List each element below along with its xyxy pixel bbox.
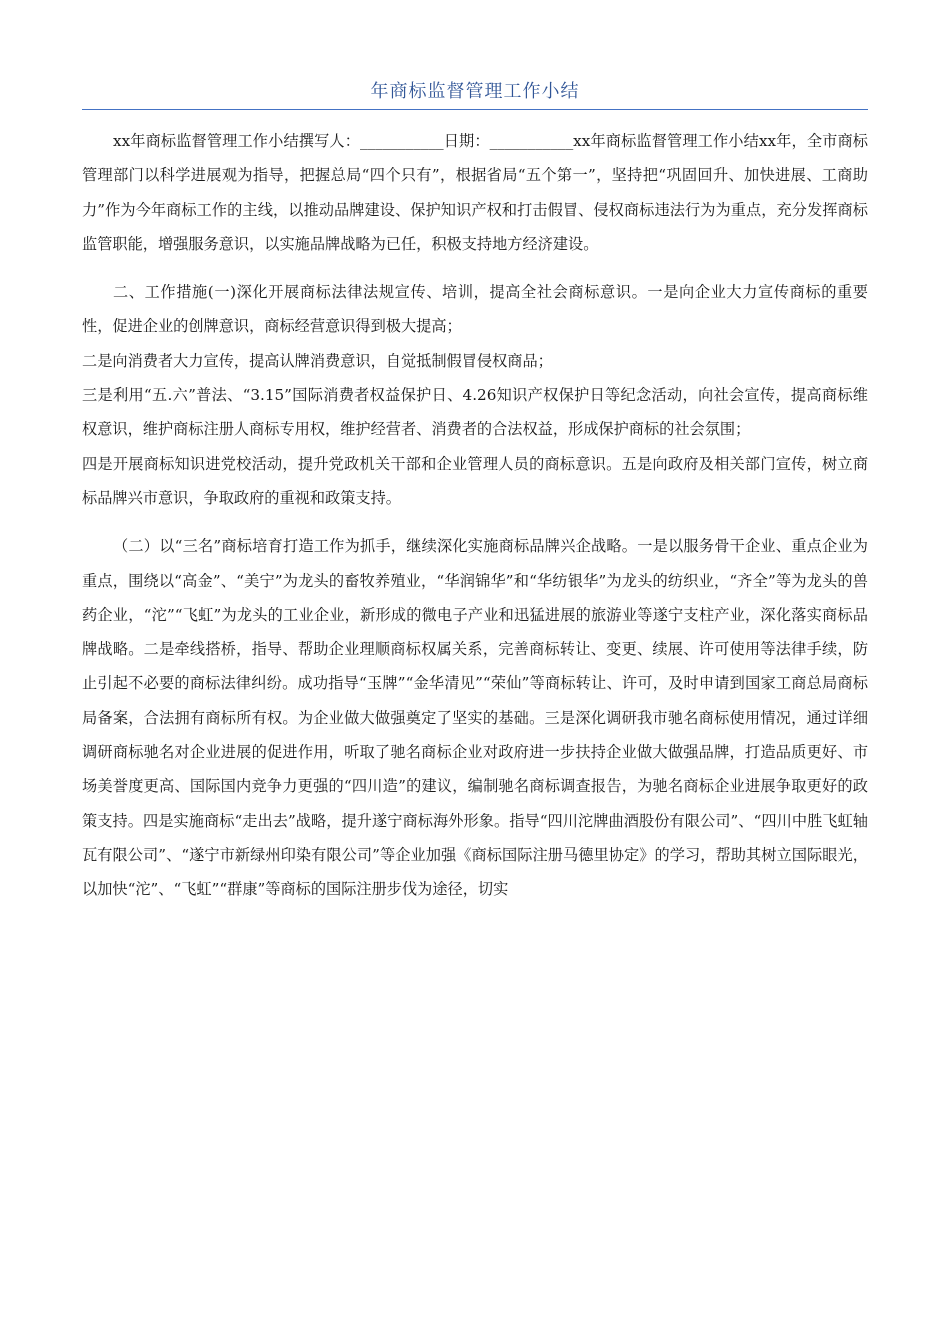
paragraph-item-3: 三是利用“五.六”普法、“3.15”国际消费者权益保护日、4.26知识产权保护日等纪念活动，向社会宣传，提高商标维权意识，维护商标注册人商标专用权，维护经营者、消费者的合法权益，形成保护商标的社会氛围； xyxy=(82,386,868,439)
paragraph-measures: 二、工作措施(一)深化开展商标法律法规宣传、培训，提高全社会商标意识。一是向企业大力宣传商标的重要性，促进企业的创牌意识，商标经营意识得到极大提高； xyxy=(82,283,868,336)
paragraph-intro: xx年商标监督管理工作小结撰写人：___________日期：___________xx年商标监督管理工作小结xx年，全市商标管理部门以科学进展观为指导，把握总局“四个只有”，根据省局“五个第一”，坚持把“巩固回升、加快进展、工商助力”作为今年商标工作的主线，以推动品牌建设、保护知识产权和打击假冒、侵权商标违法行为为重点，充分发挥商标监管职能，增强服务意识，以实施品牌战略为已任，积极支持地方经济建设。 xyxy=(82,132,868,253)
paragraph-item-4: 四是开展商标知识进党校活动，提升党政机关干部和企业管理人员的商标意识。五是向政府及相关部门宣传，树立商标品牌兴市意识，争取政府的重视和政策支持。 xyxy=(82,454,868,507)
paragraph-item-2: 二是向消费者大力宣传，提高认牌消费意识，自觉抵制假冒侵权商品； xyxy=(82,351,553,370)
document-body xyxy=(82,124,868,907)
title-divider xyxy=(82,109,868,110)
document-title: 年商标监督管理工作小结 xyxy=(370,81,580,102)
paragraph-section-2: （二）以“三名”商标培育打造工作为抓手，继续深化实施商标品牌兴企战略。一是以服务骨干企业、重点企业为重点，围绕以“高金”、“美宁”为龙头的畜牧养殖业，“华润锦华”和“华纺银华”为龙头的纺织业，“齐全”等为龙头的兽药企业，“沱”“飞虹”为龙头的工业企业，新形成的微电子产业和迅猛进展的旅游业等遂宁支柱产业，深化落实商标品牌战略。二是牵线搭桥，指导、帮助企业理顺商标权属关系，完善商标转让、变更、续展、许可使用等法律手续，防止引起不必要的商标法律纠纷。成功指导“玉牌”“金华清见”“荣仙”等商标转让、许可，及时申请到国家工商总局商标局备案，合法拥有商标所有权。为企业做大做强奠定了坚实的基础。三是深化调研我市驰名商标使用情况，通过详细调研商标驰名对企业进展的促进作用，听取了驰名商标企业对政府进一步扶持企业做大做强品牌，打造品质更好、市场美誉度更高、国际国内竞争力更强的“四川造”的建议，编制驰名商标调查报告，为驰名商标企业进展争取更好的政策支持。四是实施商标“走出去”战略，提升遂宁商标海外形象。指导“四川沱牌曲酒股份有限公司”、“四川中胜飞虹轴瓦有限公司”、“遂宁市新绿州印染有限公司”等企业加强《商标国际注册马德里协定》的学习，帮助其树立国际眼光，以加快“沱”、“飞虹”“群康”等商标的国际注册步伐为途径，切实 xyxy=(82,537,868,899)
document-page xyxy=(82,78,868,907)
